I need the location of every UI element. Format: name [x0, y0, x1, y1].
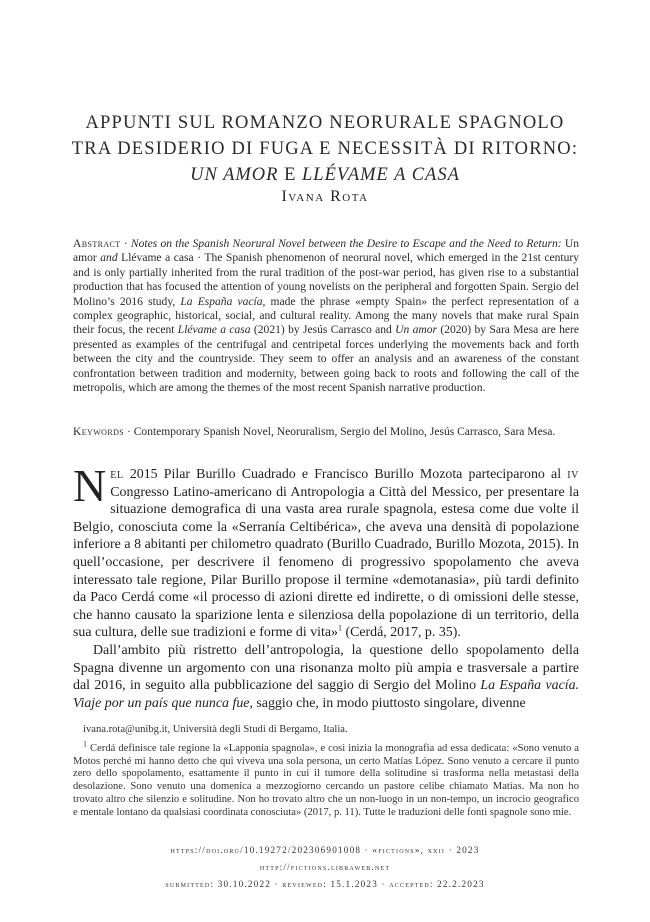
- title-conjunction: E: [278, 165, 303, 185]
- author-affiliation: ivana.rota@unibg.it, Università degli Studi di Bergamo, Italia.: [83, 724, 348, 735]
- abstract-text: (2020) by Sara Mesa are here presented as examples of the centrifugal and centripetal forces underlying the movements back and forth between the city and the countryside. They seem to offer an analysis and an awareness of the constant confrontation between tradition and modernity, between going back to roots and following the call of the metropolis, which are among the themes of the most recent Spanish narrative production.: [73, 324, 579, 395]
- abstract-book-title: La España vacía: [180, 295, 263, 308]
- title-book-1: UN AMOR: [190, 165, 279, 185]
- abstract-text: , made the phrase «empty Spain» the perfect representation of a complex geographic, historical, social, and cultural reality. Among the many novels that make rural Spain their focus, the recent: [73, 295, 580, 337]
- roman-numeral: iv: [567, 467, 579, 482]
- abstract: [73, 237, 579, 395]
- footnote-ref[interactable]: 1: [338, 623, 342, 633]
- title-line-2: TRA DESIDERIO DI FUGA E NECESSITÀ DI RITORNO:: [71, 139, 579, 159]
- paragraph-text: , saggio che, in modo piuttosto singolare, divenne: [249, 695, 526, 711]
- paragraph-text: Congresso Latino-americano di Antropologia a Città del Messico, per presentare la situazione demografica di una vasta area rurale spagnola, estesa come due volte il Belgio, conosciuta come la «Serranía Celtibérica», che aveva una densità di popolazione inferiore a 8 abitanti per chilometro quadrato (Burillo Cuadrado, Burillo Mozota, 2015). In quell’occasione, per descrivere il fenomeno di progressivo spopolamento che aveva interessato tale regione, Pilar Burillo propose il termine «demotanasia», più tardi definito da Paco Cerdá come «il processo di azioni dirette ed indirette, o di omissioni delle stesse, che hanno causato la sparizione lenta e silenziosa della popolazione di un territorio, della sua cultura, delle sue tradizioni e forme di vita»: [73, 484, 579, 641]
- footnote-1: [73, 739, 579, 820]
- drop-cap: N: [73, 460, 107, 511]
- abstract-label: Abstract: [73, 238, 121, 250]
- abstract-sep: ·: [120, 238, 131, 250]
- paragraph-text: Dall’ambito più ristretto dell’antropologia, la questione dello spopolamento della Spagna divenne un argomento con una risonanza molto più ampia e trasversale a partire dal 2016, in seguito alla pubblicazione del saggio di Sergio del Molino: [73, 642, 579, 694]
- abstract-text: Llévame a casa · The Spanish phenomenon of neorural novel, which emerged in the 21st century and is only partially inherited from the rural tradition of the post-war period, has given rise to a substantial production that has focused the attention of young novelists on the peripheral and forgotten Spain. Sergio del Molino’s 2016 study,: [73, 252, 579, 308]
- keywords-label: Keywords: [73, 426, 125, 438]
- title-book-2: LLÉVAME A CASA: [302, 165, 460, 185]
- paragraph-2: [73, 642, 579, 712]
- abstract-book-title: Llévame a casa: [177, 324, 251, 337]
- keywords: [73, 425, 579, 439]
- page-footer: [0, 842, 650, 893]
- abstract-text: Un amor: [73, 238, 579, 265]
- paragraph-text: 2015 Pilar Burillo Cuadrado e Francisco Burillo Mozota parteciparono al: [123, 467, 568, 482]
- body-text: [73, 460, 580, 712]
- book-title: La España vacía. Viaje por un país que nunca fue: [73, 678, 580, 711]
- footnote-number: 1: [83, 739, 87, 749]
- footer-doi: https://doi.org/10.19272/202306901008 · «fictions», xxii · 2023: [170, 845, 480, 855]
- abstract-english-title: Notes on the Spanish Neorural Novel between the Desire to Escape and the Need to Return:: [130, 238, 562, 250]
- footer-dates: submitted: 30.10.2022 · reviewed: 15.1.2023 · accepted: 22.2.2023: [165, 879, 485, 889]
- keywords-text: · Contemporary Spanish Novel, Neoruralism, Sergio del Molino, Jesús Carrasco, Sara Mesa.: [124, 426, 556, 438]
- abstract-text: (2021) by Jesús Carrasco and: [250, 324, 396, 337]
- paragraph-text: (Cerdá, 2017, p. 35).: [342, 625, 461, 641]
- paragraph-text: el: [110, 467, 124, 482]
- title-line-3: [40, 162, 610, 188]
- paragraph-1: [73, 460, 579, 642]
- abstract-and: and: [100, 252, 118, 265]
- title-line-1: APPUNTI SUL ROMANZO NEORURALE SPAGNOLO: [85, 113, 565, 133]
- footer-website: http://fictions.libraweb.net: [259, 862, 391, 872]
- abstract-book-title: Un amor: [395, 324, 437, 337]
- footnote-text: Cerdá definisce tale regione la «Lapponia spagnola», e così inizia la monografia ad essa dedicata: «Sono venuto a Motos perché mi hanno detto che qui viveva una sola persona, un certo Matías López. Sono venuto a cercare il punto zero dello spopolamento, esattamente il punto in cui il tumore della solitudine si trasforma nella metastasi della desolazione. Sono venuto una domenica a mezzogiorno cercando un pastore celibe chiamato Matías. Ma non ho trovato altro che silenzio e solitudine. Non ho trovato altro che un non-luogo in un non-tempo, un incrocio geografico e mentale lontano da qualsiasi coordinata conosciuta» (2017, p. 11). Tutte le traduzioni delle fonti spagnole sono mie.: [73, 742, 579, 818]
- author-name: Ivana Rota: [281, 188, 369, 205]
- article-title: [40, 110, 610, 188]
- footnotes: [73, 724, 579, 820]
